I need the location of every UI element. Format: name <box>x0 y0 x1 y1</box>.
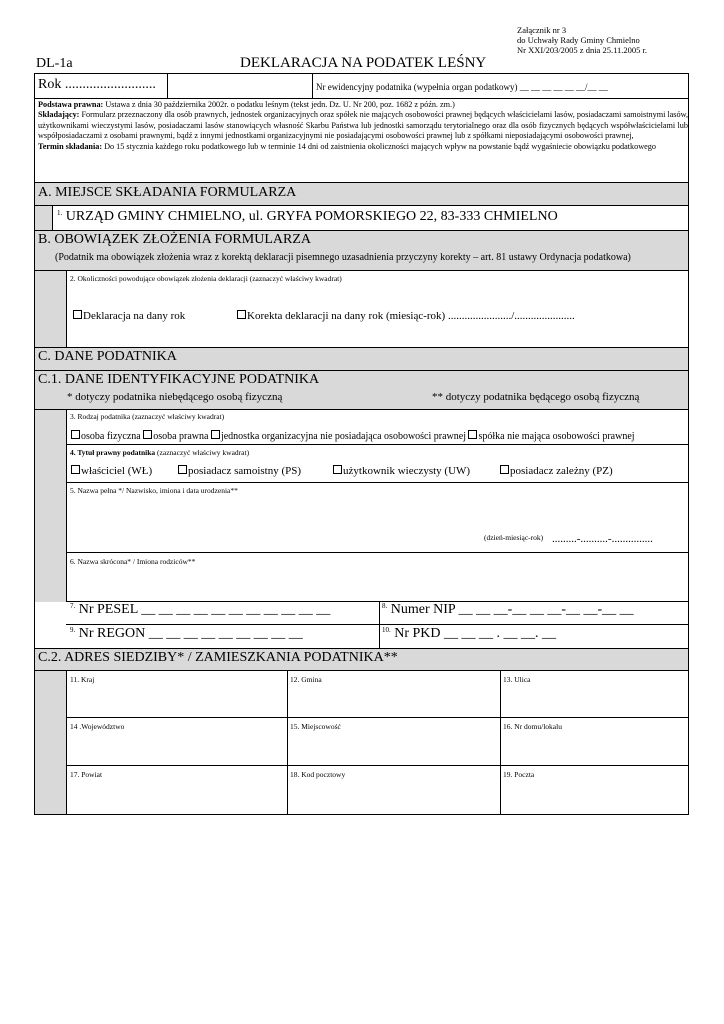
checkbox-icon[interactable] <box>178 465 187 474</box>
filers-label: Składający: <box>38 110 80 120</box>
section-b-heading: B. OBOWIĄZEK ZŁOŻENIA FORMULARZA <box>38 232 311 247</box>
field-post-office[interactable]: 19. Poczta <box>503 770 535 779</box>
taxpayer-type-unit[interactable]: jednostka organizacyjna nie posiadająca osobowości prawnej <box>211 431 466 442</box>
field-3-label: 3. Rodzaj podatnika (zaznaczyć właściwy kwadrat) <box>70 412 225 421</box>
regon-field[interactable]: $^{9.}$ Nr REGON __ __ __ __ __ __ __ __ __ <box>70 626 303 641</box>
office-text: URZĄD GMINY CHMIELNO, ul. GRYFA POMORSKIEGO 22, 83-333 CHMIELNO <box>65 209 558 224</box>
section-c-heading: C. DANE PODATNIKA <box>38 349 177 364</box>
field-street[interactable]: 13. Ulica <box>503 675 531 684</box>
declaration-form <box>34 73 689 815</box>
c1-note-natural: ** dotyczy podatnika będącego osobą fizyczną <box>432 391 640 403</box>
checkbox-icon[interactable] <box>237 310 246 319</box>
deadline-text: Do 15 stycznia każdego roku podatkowego lub w terminie 14 dni od zaistnienia okoliczności mających wpływ na powstanie bądź wygaśniecie obowiązku podatkowego <box>104 141 656 151</box>
field-commune[interactable]: 12. Gmina <box>290 675 322 684</box>
opt1-label: Deklaracja na dany rok <box>83 310 186 322</box>
basis-label: Podstawa prawna: <box>38 100 104 109</box>
deadline-label: Termin składania: <box>38 141 103 151</box>
field-4-label: 4. Tytuł prawny podatnika (zaznaczyć właściwy kwadrat) <box>70 448 250 457</box>
basis-text: Ustawa z dnia 30 października 2002r. o podatku leśnym (tekst jedn. Dz. U. Nr 200, poz. 1682 z późn. zm.) <box>105 100 455 109</box>
legal-title-opt-perpetual[interactable]: użytkownik wieczysty (UW) <box>333 465 470 477</box>
field-locality[interactable]: 15. Miejscowość <box>290 722 341 731</box>
form-title: DEKLARACJA NA PODATEK LEŚNY <box>240 55 487 71</box>
checkbox-icon[interactable] <box>468 430 477 439</box>
attachment-note <box>517 25 647 55</box>
checkbox-icon[interactable] <box>500 465 509 474</box>
section-b-note: (Podatnik ma obowiązek złożenia wraz z korektą deklaracji pisemnego uzasadnienia przyczyny korekty – art. 81 ustawy Ordynacja podatkowa) <box>55 252 631 263</box>
attachment-line-2: do Uchwały Rady Gminy Chmielno <box>517 35 640 45</box>
tax-id-blank: __ __ __ __ __ __/__ __ <box>519 82 608 92</box>
legal-title-opt-owner[interactable]: właściciel (WŁ) <box>71 465 152 477</box>
section-c2-heading: C.2. ADRES SIEDZIBY* / ZAMIESZKANIA PODATNIKA** <box>38 650 398 665</box>
pesel-field[interactable]: $^{7.}$ Nr PESEL __ __ __ __ __ __ __ __ __ __ __ <box>70 602 331 617</box>
taxpayer-type-legal[interactable]: osoba prawna <box>143 431 208 442</box>
option-correction[interactable] <box>237 310 575 322</box>
birth-date-field[interactable]: .........-..........-............... <box>552 533 653 545</box>
taxpayer-type-options <box>71 430 635 442</box>
section-c1-heading: C.1. DANE IDENTYFIKACYJNE PODATNIKA <box>38 372 320 387</box>
nip-field[interactable]: $^{8.}$ Numer NIP __ __ __-__ __ __-__ __-__ __ <box>382 602 634 617</box>
checkbox-icon[interactable] <box>211 430 220 439</box>
field-country[interactable]: 11. Kraj <box>70 675 95 684</box>
tax-id-field[interactable] <box>316 82 608 92</box>
pkd-field[interactable]: $^{10.}$ Nr PKD __ __ __ . __ __. __ <box>382 626 557 641</box>
field-2-label: 2. Okoliczności powodujące obowiązek złożenia deklaracji (zaznaczyć właściwy kwadrat) <box>70 274 342 283</box>
legal-title-opt-possessor[interactable]: posiadacz samoistny (PS) <box>178 465 301 477</box>
legal-title-opt-dependent[interactable]: posiadacz zależny (PZ) <box>500 465 613 477</box>
field-district[interactable]: 17. Powiat <box>70 770 103 779</box>
checkbox-icon[interactable] <box>71 465 80 474</box>
field-5-label: 5. Nazwa pełna */ Nazwisko, imiona i data urodzenia** <box>70 486 238 495</box>
attachment-line-3: Nr XXI/203/2005 z dnia 25.11.2005 r. <box>517 45 648 55</box>
checkbox-icon[interactable] <box>71 430 80 439</box>
birth-date-label: (dzień-miesiąc-rok) <box>484 533 544 542</box>
checkbox-icon[interactable] <box>73 310 82 319</box>
checkbox-icon[interactable] <box>143 430 152 439</box>
field-voivodeship[interactable]: 14 .Województwo <box>70 722 125 731</box>
checkbox-icon[interactable] <box>333 465 342 474</box>
field-postal-code[interactable]: 18. Kod pocztowy <box>290 770 346 779</box>
filers-text: Formularz przeznaczony dla osób prawnych, jednostek organizacyjnych oraz spółek nie mających osobowości prawnej będących właścicielami lasów, posiadaczami samoistnymi lasów, użytkownikami wieczystymi lasów, posiadaczami lasów stanowiących własność Skarbu Państwa lub jednostki samorządu terytorialnego oraz dla osób fizycznych będących współwłaścicielami lub współposiadaczami z osobami prawnymi, bądź z innymi jednostkami organizacyjnymi nie posiadającymi osobowości prawnej lub z spółkami nieposiadającymi osobowości prawnej, <box>38 110 689 141</box>
year-field[interactable]: Rok .......................... <box>38 77 156 92</box>
c1-note-legal: * dotyczy podatnika niebędącego osobą fizyczną <box>67 391 283 403</box>
office-address <box>57 209 558 225</box>
option-annual-declaration[interactable] <box>73 310 185 322</box>
form-code: DL-1a <box>36 56 73 71</box>
tax-id-label: Nr ewidencyjny podatnika (wypełnia organ podatkowy) <box>316 82 518 92</box>
taxpayer-type-natural[interactable]: osoba fizyczna <box>71 431 141 442</box>
legal-basis <box>38 100 688 152</box>
field-6-label: 6. Nazwa skrócona* / Imiona rodziców** <box>70 557 196 566</box>
taxpayer-type-partnership[interactable]: spółka nie mająca osobowości prawnej <box>468 431 634 442</box>
field-house-number[interactable]: 16. Nr domu/lokalu <box>503 722 562 731</box>
attachment-line-1: Załącznik nr 3 <box>517 25 567 35</box>
opt2-label: Korekta deklaracji na dany rok (miesiąc-rok) ......................./...................... <box>247 310 575 322</box>
section-a-heading: A. MIEJSCE SKŁADANIA FORMULARZA <box>38 185 297 200</box>
office-num: 1. <box>57 209 63 217</box>
